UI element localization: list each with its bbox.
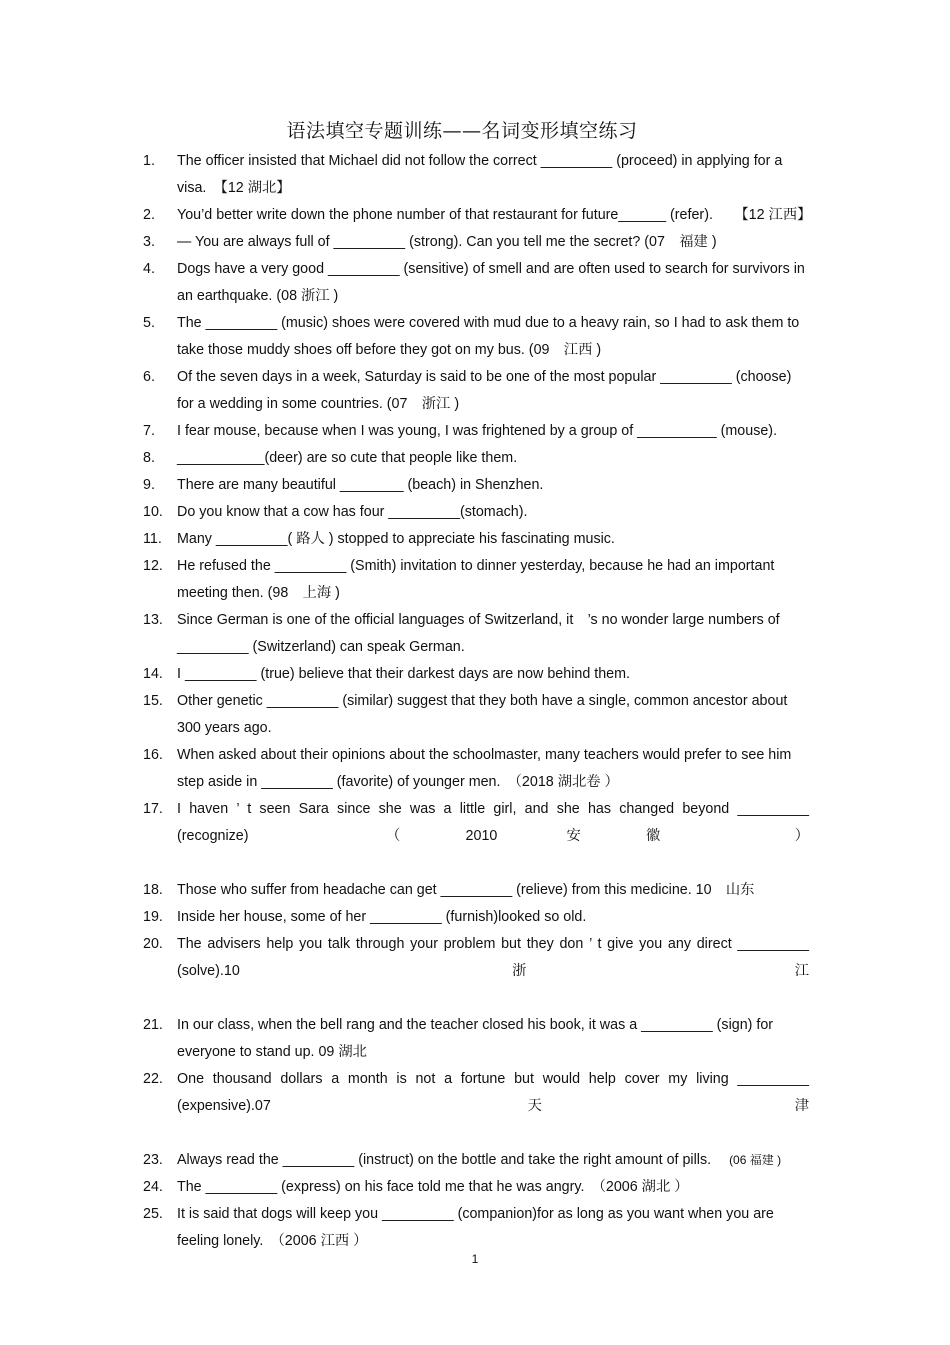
- question-item: [0, 472, 950, 499]
- question-number: 25.: [143, 1206, 163, 1222]
- question-item: [0, 661, 950, 688]
- question-number: 9.: [143, 477, 155, 493]
- question-item: [0, 553, 950, 607]
- question-text: The _________ (music) shoes were covered with mud due to a heavy rain, so I had to ask them to take those muddy shoes off before they got on my bus. (09 江西 ): [177, 315, 800, 358]
- question-text: I haven ’ t seen Sara since she was a little girl, and she has changed beyond _________ (recognize) （2010 安徽 ）: [177, 801, 809, 844]
- question-item: [0, 418, 950, 445]
- question-item: [0, 229, 950, 256]
- question-number: 13.: [143, 612, 163, 628]
- question-source-note: (06 福建 ): [729, 1153, 782, 1167]
- question-text: He refused the _________ (Smith) invitation to dinner yesterday, because he had an important meeting then. (98 上海 ): [177, 558, 775, 601]
- question-text: I _________ (true) believe that their darkest days are now behind them.: [177, 666, 631, 682]
- question-text: Many _________( 路人 ) stopped to appreciate his fascinating music.: [177, 531, 615, 547]
- question-item: [0, 499, 950, 526]
- question-item: [0, 688, 950, 742]
- question-number: 15.: [143, 693, 163, 709]
- question-text: There are many beautiful ________ (beach) in Shenzhen.: [177, 477, 544, 493]
- question-item: [0, 1147, 950, 1174]
- question-text: Do you know that a cow has four _________(stomach).: [177, 504, 528, 520]
- question-item: [0, 1066, 950, 1147]
- question-text: Always read the _________ (instruct) on the bottle and take the right amount of pills.: [177, 1152, 712, 1168]
- question-number: 2.: [143, 207, 155, 223]
- question-item: [0, 931, 950, 1012]
- question-item: [0, 607, 950, 661]
- question-number: 17.: [143, 801, 163, 817]
- question-text: You’d better write down the phone number of that restaurant for future______ (refer). 【12 江西】: [177, 207, 812, 223]
- question-item: [0, 877, 950, 904]
- question-number: 6.: [143, 369, 155, 385]
- question-item: [0, 742, 950, 796]
- question-number: 16.: [143, 747, 163, 763]
- question-text: When asked about their opinions about the schoolmaster, many teachers would prefer to see him step aside in _________ (favorite) of younger men. （2018 湖北卷 ）: [177, 747, 792, 790]
- question-number: 14.: [143, 666, 163, 682]
- question-text: In our class, when the bell rang and the teacher closed his book, it was a _________ (sign) for everyone to stand up. 09 湖北: [177, 1017, 774, 1060]
- question-number: 23.: [143, 1152, 163, 1168]
- question-item: [0, 202, 950, 229]
- question-text: The _________ (express) on his face told me that he was angry. （2006 湖北 ）: [177, 1179, 689, 1195]
- question-item: [0, 1174, 950, 1201]
- question-number: 21.: [143, 1017, 163, 1033]
- page-number: 1: [471, 1252, 479, 1266]
- question-number: 11.: [143, 531, 162, 547]
- question-text: Other genetic _________ (similar) suggest that they both have a single, common ancestor about 300 years ago.: [177, 693, 788, 736]
- question-text: Since German is one of the official languages of Switzerland, it ’s no wonder large numbers of _________ (Switzerland) can speak German.: [177, 612, 780, 655]
- question-text: Those who suffer from headache can get _________ (relieve) from this medicine. 10 山东: [177, 882, 755, 898]
- question-number: 4.: [143, 261, 155, 277]
- question-number: 12.: [143, 558, 163, 574]
- question-text: Of the seven days in a week, Saturday is said to be one of the most popular _________ (choose) for a wedding in some countries. (07 浙江 ): [177, 369, 792, 412]
- question-item: [0, 796, 950, 877]
- question-number: 3.: [143, 234, 155, 250]
- question-number: 20.: [143, 936, 163, 952]
- question-item: [0, 526, 950, 553]
- question-text: One thousand dollars a month is not a fortune but would help cover my living _________ (expensive).07 天津: [177, 1071, 809, 1114]
- question-item: [0, 1012, 950, 1066]
- question-text: The advisers help you talk through your problem but they don ’ t give you any direct _________ (solve).10 浙江: [177, 936, 809, 979]
- question-item: [0, 1201, 950, 1255]
- question-text: — You are always full of _________ (strong). Can you tell me the secret? (07 福建 ): [177, 234, 717, 250]
- question-number: 7.: [143, 423, 155, 439]
- question-number: 19.: [143, 909, 163, 925]
- question-number: 10.: [143, 504, 163, 520]
- question-text: I fear mouse, because when I was young, I was frightened by a group of __________ (mouse).: [177, 423, 778, 439]
- question-text: Inside her house, some of her _________ (furnish)looked so old.: [177, 909, 587, 925]
- question-text: It is said that dogs will keep you _________ (companion)for as long as you want when you are feeling lonely. （2006 江西 ）: [177, 1206, 774, 1249]
- page-title: 语法填空专题训练——名词变形填空练习: [286, 120, 638, 142]
- question-number: 22.: [143, 1071, 163, 1087]
- question-number: 24.: [143, 1179, 163, 1195]
- question-text: ___________(deer) are so cute that people like them.: [177, 450, 518, 466]
- question-item: [0, 445, 950, 472]
- question-number: 5.: [143, 315, 155, 331]
- question-number: 1.: [143, 153, 155, 169]
- question-item: [0, 310, 950, 364]
- question-item: [0, 904, 950, 931]
- question-text: The officer insisted that Michael did not follow the correct _________ (proceed) in applying for a visa. 【12 湖北】: [177, 153, 783, 196]
- question-number: 8.: [143, 450, 155, 466]
- question-item: [0, 148, 950, 202]
- question-item: [0, 364, 950, 418]
- question-item: [0, 256, 950, 310]
- question-number: 18.: [143, 882, 163, 898]
- question-list: [0, 148, 950, 1255]
- question-text: Dogs have a very good _________ (sensitive) of smell and are often used to search for survivors in an earthquake. (08 浙江 ): [177, 261, 805, 304]
